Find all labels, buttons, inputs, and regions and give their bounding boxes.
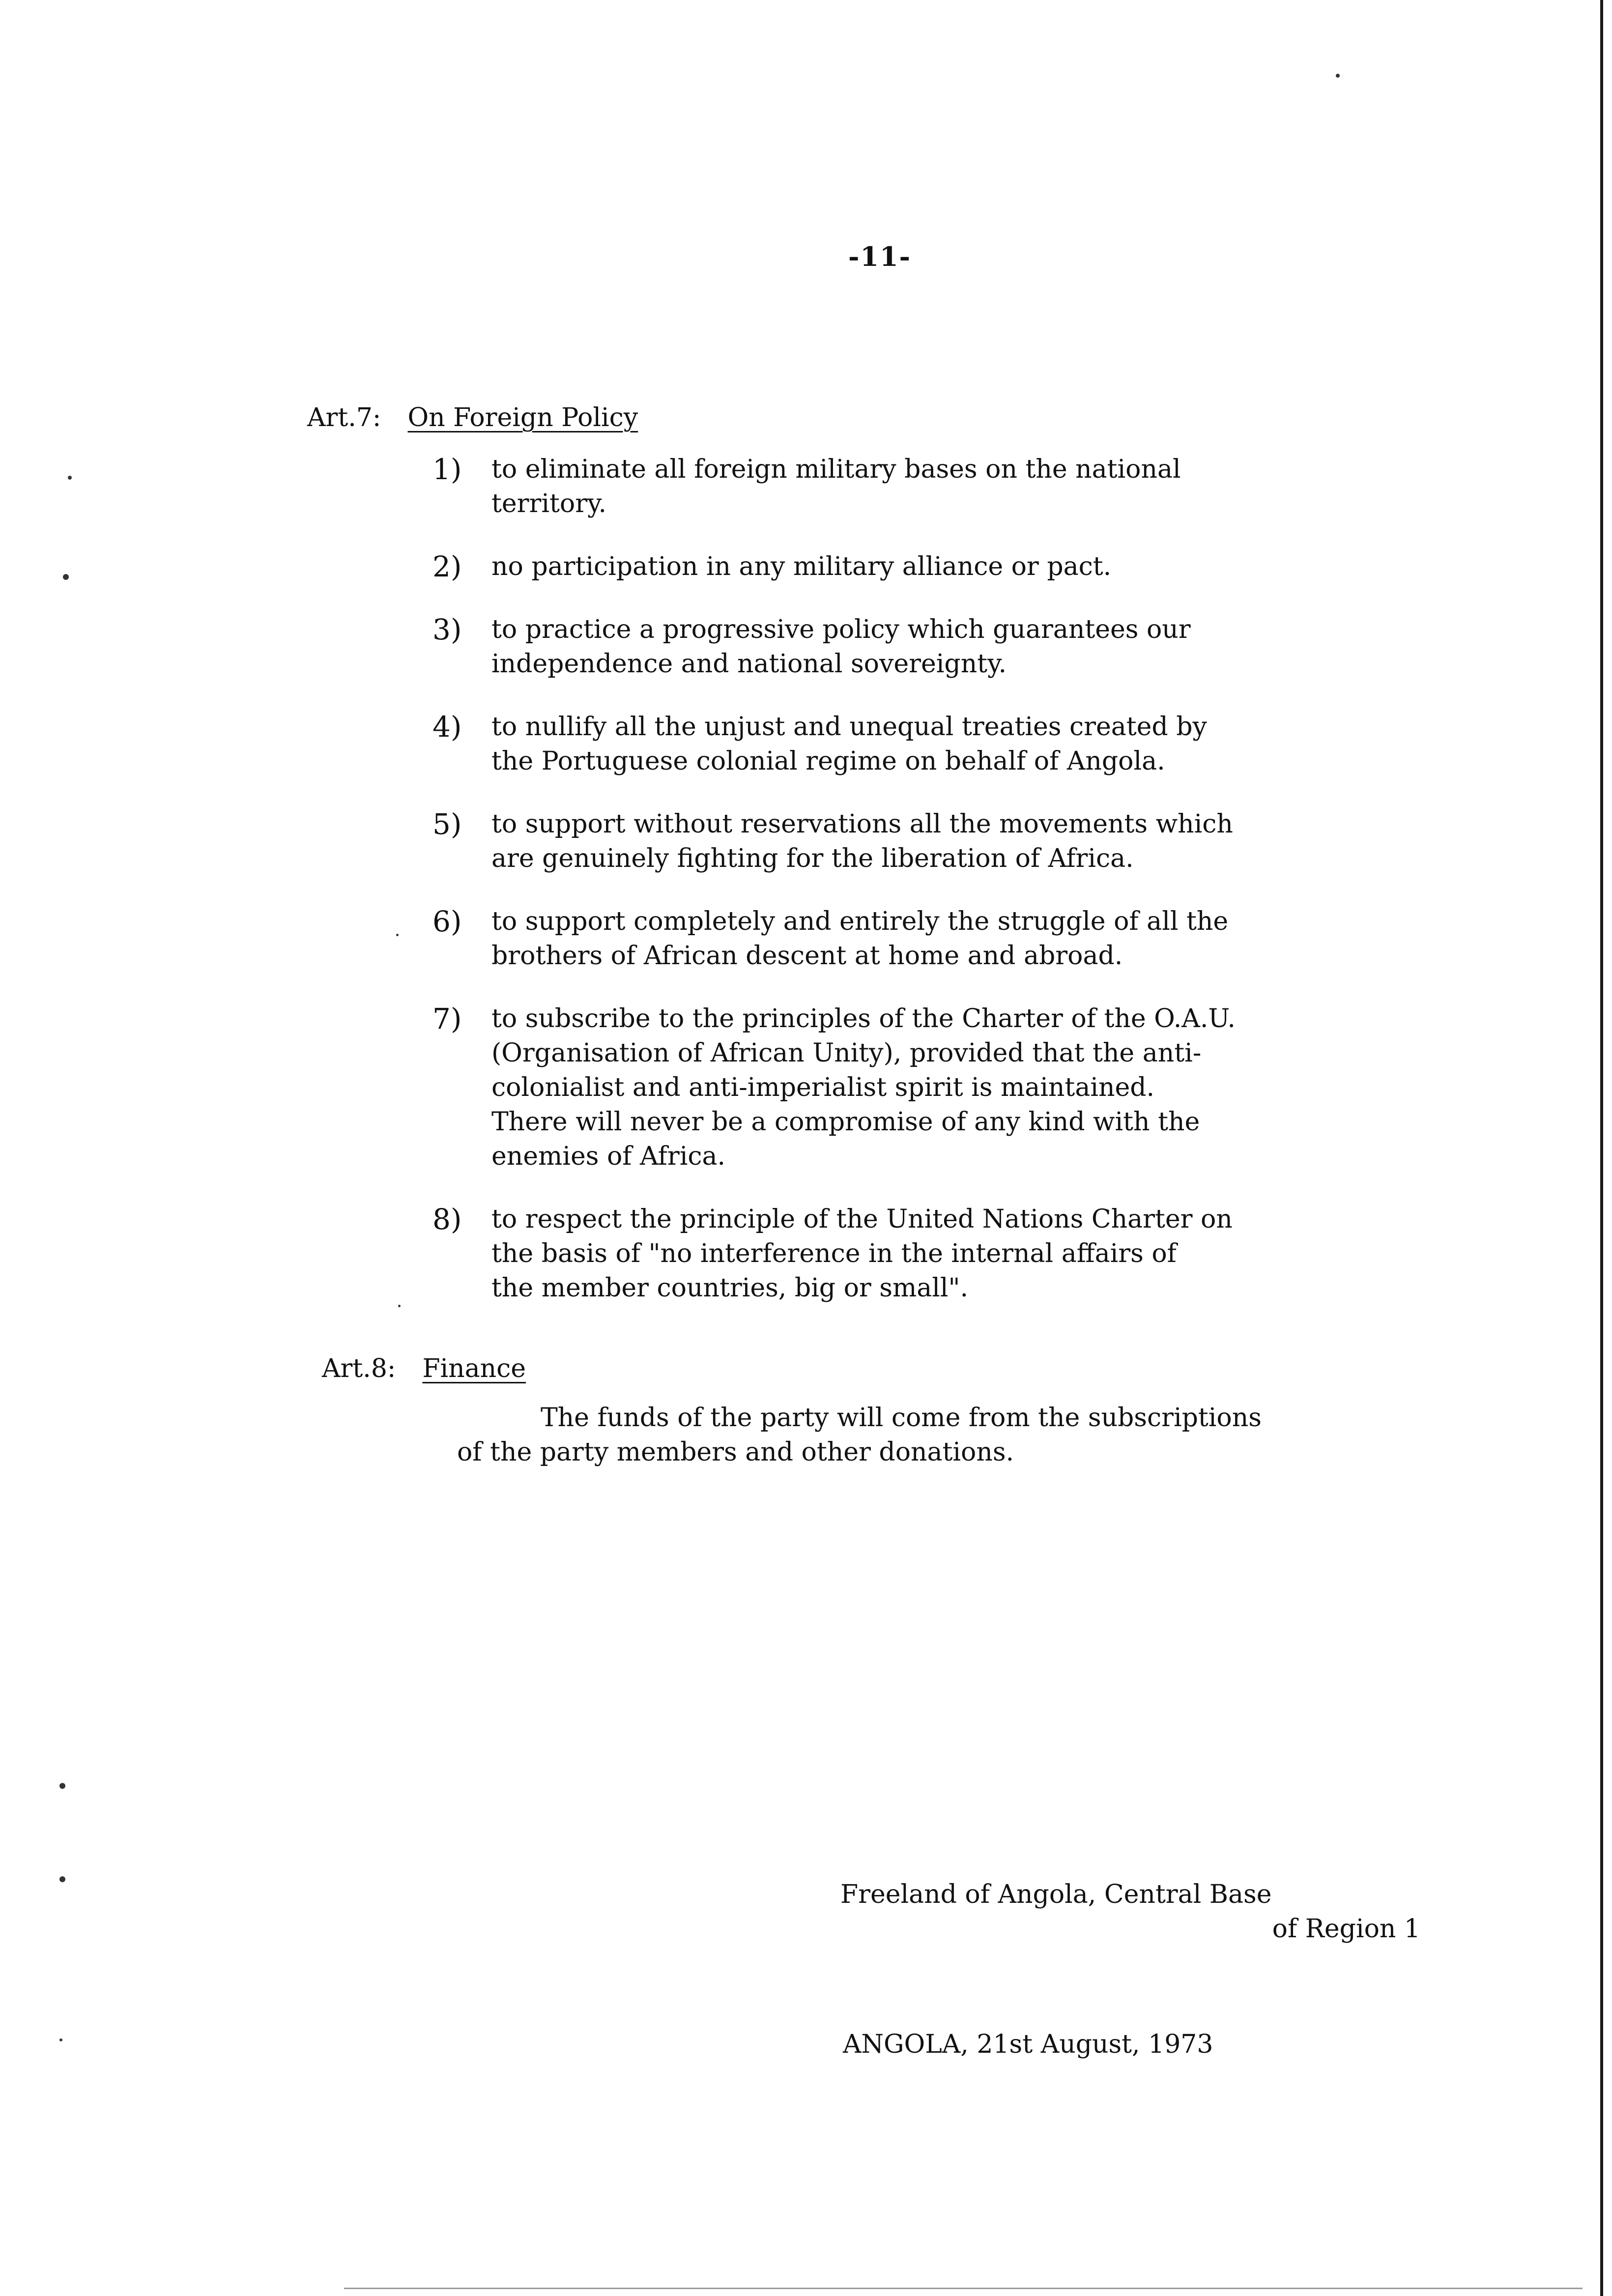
foreign-policy-list [432,452,1489,1334]
item-text: to nullify all the unjust and unequal treaties created by the Portuguese colonial regime on behalf of Angola. [491,712,1207,776]
list-item [432,807,1489,876]
scan-speck [396,934,399,936]
list-item [432,710,1489,778]
list-item [432,612,1489,681]
item-number: 5) [432,807,462,841]
page-number: -11- [848,241,911,272]
item-text: to eliminate all foreign military bases on the national territory. [491,455,1181,518]
item-number: 8) [432,1203,462,1236]
article-8-heading [322,1351,526,1386]
scan-speck [1336,74,1340,78]
article-7-label: Art.7: [307,403,381,432]
signature-line-2: of Region 1 [1272,1914,1420,1944]
date-line: ANGOLA, 21st August, 1973 [843,2030,1213,2059]
list-item [432,904,1489,973]
item-number: 1) [432,453,462,486]
list-item [432,1202,1489,1305]
signature-block [840,1843,1420,1980]
scan-speck [59,1783,65,1789]
item-number: 2) [432,550,462,583]
list-item [432,1002,1489,1174]
finance-paragraph: The funds of the party will come from the subscriptions of the party members and other donations. [457,1403,1262,1467]
signature-line-1: Freeland of Angola, Central Base [840,1880,1272,1909]
scan-speck [59,2038,62,2041]
item-text: to practice a progressive policy which guarantees our independence and national sovereignty. [491,615,1191,679]
page-edge-line [1600,0,1603,2296]
article-7-title: On Foreign Policy [407,403,638,432]
scan-speck [398,1305,401,1307]
item-text: to support without reservations all the movements which are genuinely fighting for the liberation of Africa. [491,809,1233,873]
item-text: to subscribe to the principles of the Charter of the O.A.U. (Organisation of African Unity), provided that the anti- colonialist and anti-imperialist spirit is maintained. There will never be a compromise of any kind with the enemies of Africa. [491,1004,1236,1171]
list-item [432,549,1489,584]
bottom-rule [344,2288,1583,2289]
item-text: to respect the principle of the United Nations Charter on the basis of "no interference in the internal affairs of the member countries, big or small". [491,1205,1233,1303]
item-text: no participation in any military alliance or pact. [491,552,1112,581]
scan-speck [59,1876,65,1882]
item-text: to support completely and entirely the struggle of all the brothers of African descent at home and abroad. [491,907,1229,971]
item-number: 7) [432,1002,462,1035]
article-8-label: Art.8: [322,1354,396,1383]
item-number: 3) [432,613,462,646]
scan-speck [63,574,69,580]
list-item [432,452,1489,521]
scan-speck [68,476,72,480]
item-number: 4) [432,710,462,744]
item-number: 6) [432,905,462,938]
article-7-heading [307,401,638,435]
article-8-title: Finance [422,1354,526,1383]
